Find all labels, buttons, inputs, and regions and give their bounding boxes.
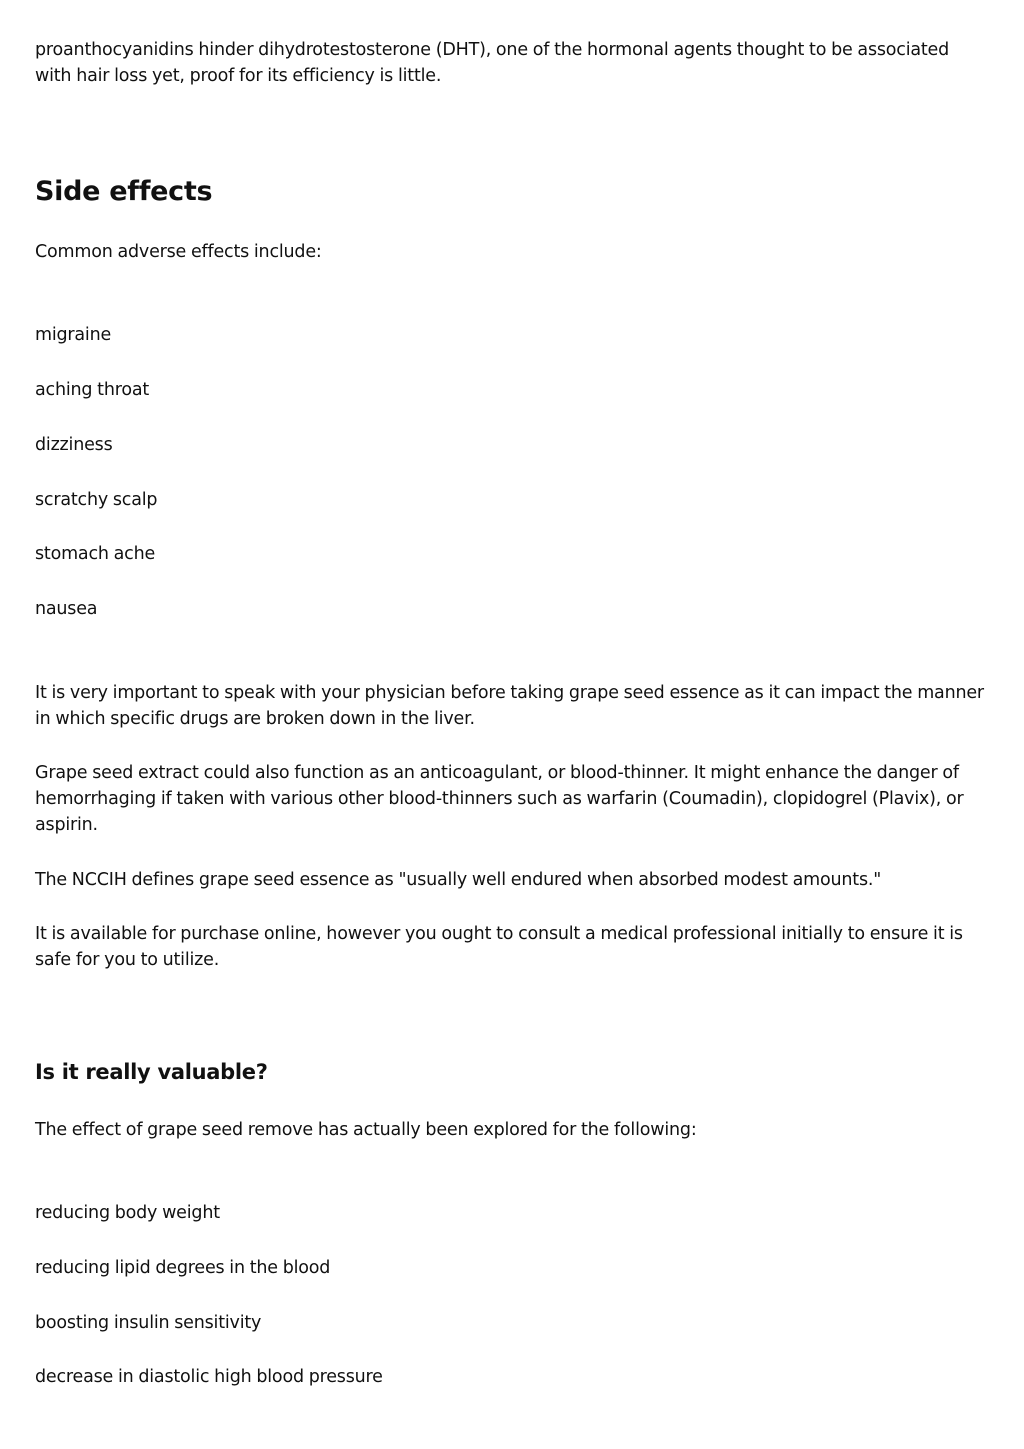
valuable-item-text: boosting insulin sensitivity xyxy=(35,1313,262,1333)
side-effect-item xyxy=(35,487,990,513)
side-effects-paragraph-block xyxy=(35,867,990,893)
side-effects-paragraph-block xyxy=(35,921,990,973)
side-effect-item-text: stomach ache xyxy=(35,544,156,564)
intro-paragraph-block xyxy=(35,37,990,89)
side-effect-item-text: scratchy scalp xyxy=(35,490,158,510)
side-effects-paragraph: The NCCIH defines grape seed essence as "usually well endured when absorbed modest amounts." xyxy=(35,870,882,890)
side-effect-item-text: nausea xyxy=(35,599,98,619)
side-effect-item-text: dizziness xyxy=(35,435,113,455)
side-effects-paragraph-block xyxy=(35,760,990,838)
side-effect-item-text: migraine xyxy=(35,325,112,345)
valuable-lead: The effect of grape seed remove has actually been explored for the following: xyxy=(35,1120,697,1140)
valuable-item-text: reducing body weight xyxy=(35,1203,220,1223)
valuable-item xyxy=(35,1364,990,1390)
side-effects-paragraph: Grape seed extract could also function as an anticoagulant, or blood-thinner. It might enhance the danger of hemorrhaging if taken with various other blood-thinners such as warfarin (Coumadin), clopidogrel (Plavix), or aspirin. xyxy=(35,763,964,835)
side-effect-item xyxy=(35,596,990,622)
side-effects-heading: Side effects xyxy=(35,176,213,207)
side-effect-item-text: aching throat xyxy=(35,380,150,400)
intro-paragraph: proanthocyanidins hinder dihydrotestosterone (DHT), one of the hormonal agents thought to be associated with hair loss yet, proof for its efficiency is little. xyxy=(35,40,950,86)
side-effect-item xyxy=(35,322,990,348)
valuable-lead-block xyxy=(35,1117,990,1143)
side-effects-lead-block xyxy=(35,239,990,265)
side-effects-paragraph: It is very important to speak with your physician before taking grape seed essence as it can impact the manner in which specific drugs are broken down in the liver. xyxy=(35,683,984,729)
valuable-item xyxy=(35,1255,990,1281)
valuable-heading-block xyxy=(35,1058,990,1086)
valuable-item xyxy=(35,1310,990,1336)
side-effect-item xyxy=(35,432,990,458)
valuable-heading: Is it really valuable? xyxy=(35,1060,268,1084)
side-effects-paragraph: It is available for purchase online, however you ought to consult a medical professional initially to ensure it is safe for you to utilize. xyxy=(35,924,963,970)
side-effect-item xyxy=(35,377,990,403)
valuable-item-text: decrease in diastolic high blood pressure xyxy=(35,1367,383,1387)
side-effect-item xyxy=(35,541,990,567)
side-effects-heading-block xyxy=(35,175,990,209)
valuable-item xyxy=(35,1200,990,1226)
side-effects-lead: Common adverse effects include: xyxy=(35,242,322,262)
side-effects-paragraph-block xyxy=(35,680,990,732)
valuable-item-text: reducing lipid degrees in the blood xyxy=(35,1258,331,1278)
